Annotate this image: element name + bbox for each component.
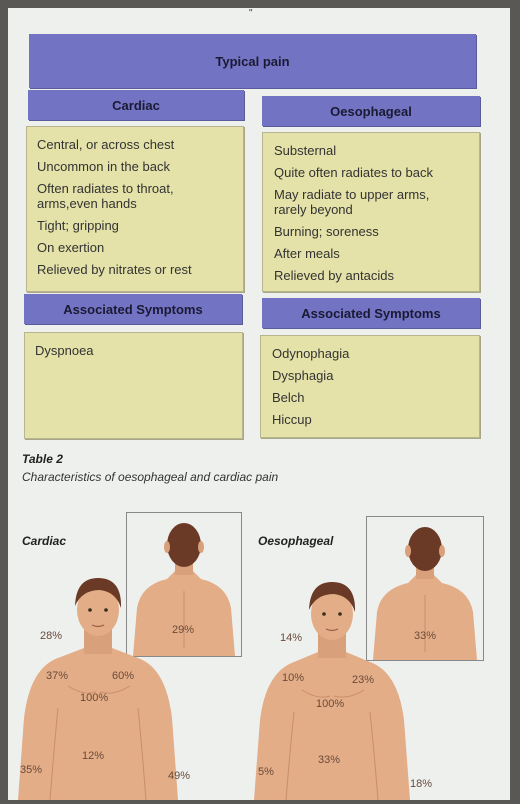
cardiac-right-chest-percent: 60%	[112, 670, 135, 682]
list-item: Substernal	[274, 143, 337, 158]
list-item: Dysphagia	[272, 368, 334, 383]
cardiac-assoc-header	[24, 294, 242, 324]
list-item: May radiate to upper arms, rarely beyond	[274, 187, 430, 217]
oesophageal-header	[262, 96, 480, 126]
oesophageal-left-chest-percent: 10%	[282, 672, 305, 684]
cardiac-pain-list	[27, 127, 243, 277]
oesophageal-left-arm-percent: 5%	[258, 766, 274, 778]
list-item: Quite often radiates to back	[274, 165, 433, 180]
oesophageal-neck-percent: 14%	[280, 632, 303, 644]
list-item: Hiccup	[272, 412, 312, 427]
cardiac-back-percent: 29%	[172, 624, 195, 636]
cardiac-center-percent: 100%	[80, 692, 109, 704]
cardiac-header-label: Cardiac	[112, 97, 160, 113]
cardiac-abdomen-percent: 12%	[82, 750, 105, 762]
cardiac-left-arm-percent: 35%	[20, 764, 43, 776]
list-item: Relieved by antacids	[274, 268, 394, 283]
cardiac-header	[28, 90, 244, 120]
oesophageal-diagram-label: Oesophageal	[258, 534, 334, 548]
oesophageal-back-percent: 33%	[414, 630, 437, 642]
oesophageal-right-arm-percent: 18%	[410, 778, 433, 790]
table-caption-title: Table 2	[22, 452, 63, 466]
list-item: Burning; soreness	[274, 224, 379, 239]
top-mark: "	[249, 8, 253, 19]
oesophageal-center-percent: 100%	[316, 698, 345, 710]
list-item: Relieved by nitrates or rest	[37, 262, 192, 277]
oesophageal-header-label: Oesophageal	[330, 103, 412, 119]
oesophageal-assoc-header-label: Associated Symptoms	[301, 305, 441, 321]
list-item: Dyspnoea	[35, 343, 94, 358]
list-item: Odynophagia	[272, 346, 350, 361]
list-item: After meals	[274, 246, 340, 261]
cardiac-assoc-box	[24, 332, 243, 439]
typical-pain-header	[29, 34, 476, 88]
list-item: Central, or across chest	[37, 137, 175, 152]
list-item: On exertion	[37, 240, 105, 255]
list-item: Often radiates to throat, arms,even hands	[37, 181, 174, 211]
cardiac-neck-percent: 28%	[40, 630, 63, 642]
cardiac-diagram-label: Cardiac	[22, 534, 67, 548]
oesophageal-assoc-box	[260, 335, 480, 438]
list-item: Belch	[272, 390, 305, 405]
table-caption-text: Characteristics of oesophageal and cardiac pain	[22, 470, 279, 484]
page	[8, 8, 510, 800]
cardiac-left-chest-percent: 37%	[46, 670, 69, 682]
list-item: Tight; gripping	[37, 218, 119, 233]
cardiac-pain-box	[26, 126, 244, 292]
oesophageal-assoc-header	[262, 298, 480, 328]
cardiac-right-arm-percent: 49%	[168, 770, 191, 782]
oesophageal-assoc-list	[261, 336, 479, 427]
oesophageal-pain-box	[262, 132, 480, 292]
cardiac-assoc-header-label: Associated Symptoms	[63, 301, 203, 317]
oesophageal-abdomen-percent: 33%	[318, 754, 341, 766]
oesophageal-right-chest-percent: 23%	[352, 674, 375, 686]
list-item: Uncommon in the back	[37, 159, 170, 174]
typical-pain-title: Typical pain	[215, 53, 290, 69]
oesophageal-pain-list	[263, 133, 479, 283]
cardiac-assoc-list	[25, 333, 242, 358]
